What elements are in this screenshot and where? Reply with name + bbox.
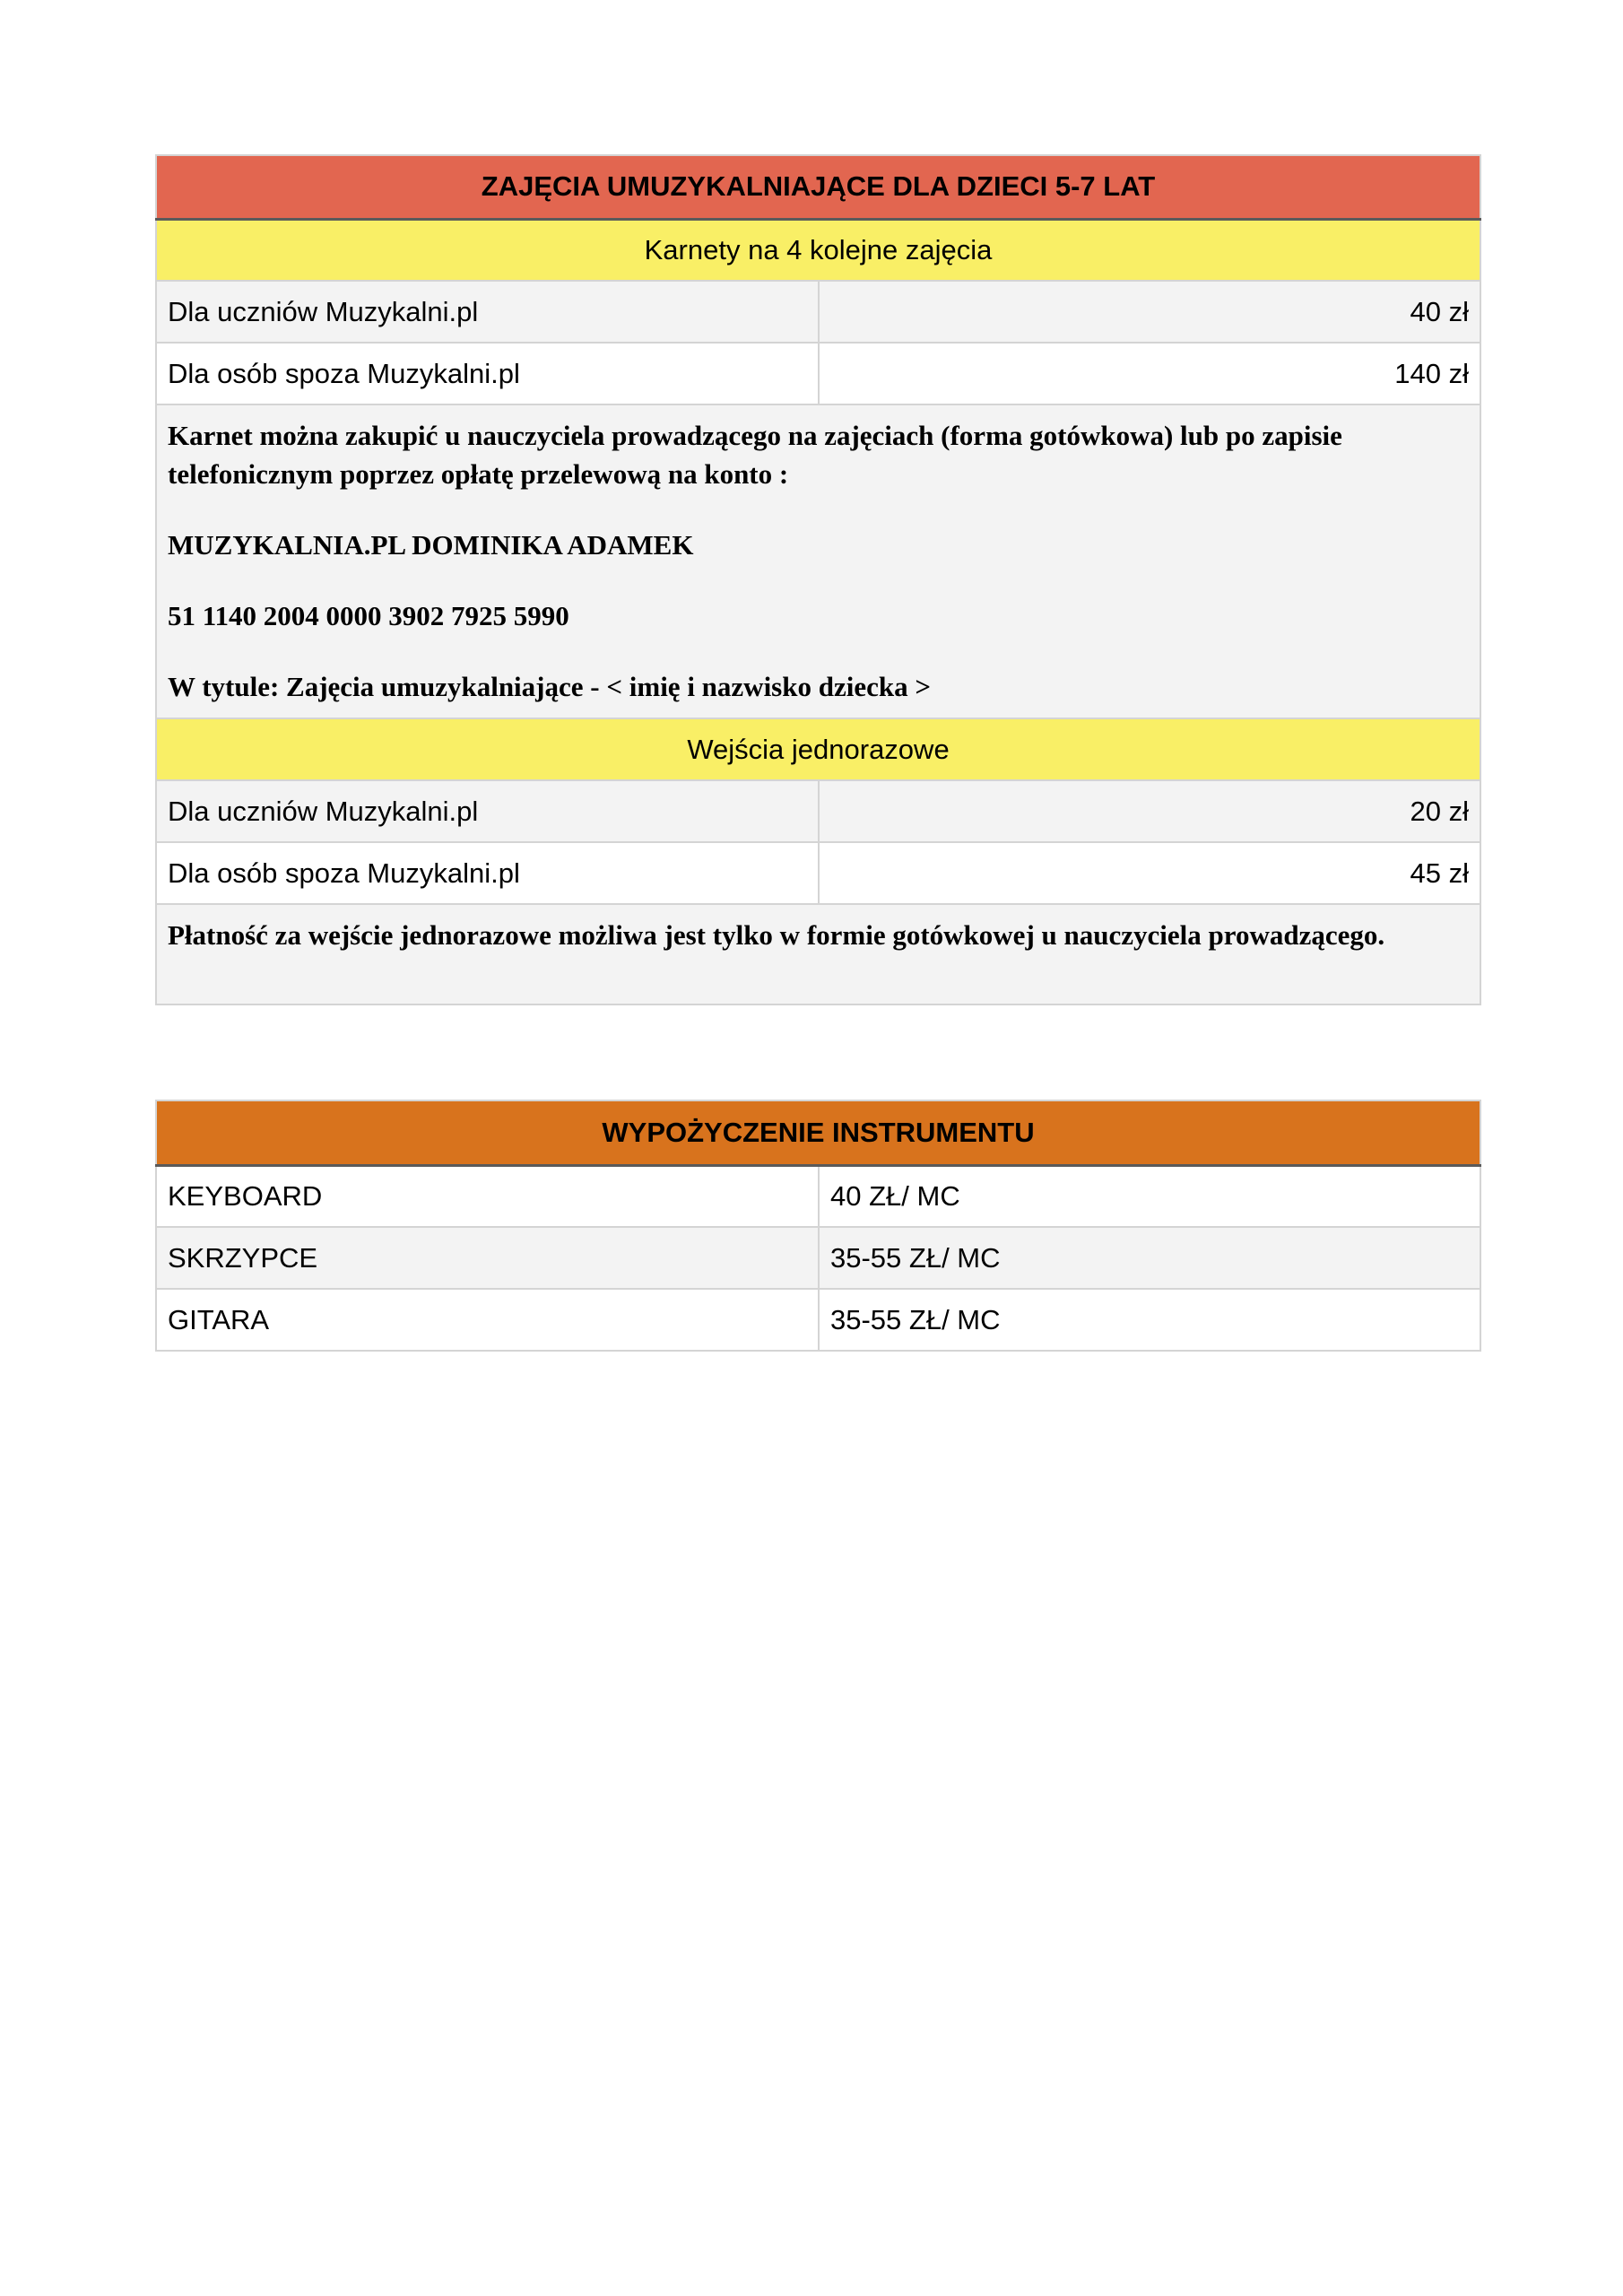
- single-payment-text: Płatność za wejście jednorazowe możliwa jest tylko w formie gotówkowej u nauczyciela prowadzącego.: [168, 919, 1385, 951]
- table-row: [156, 1165, 1480, 1227]
- single-row-price: 45 zł: [819, 842, 1480, 904]
- table-row: [156, 343, 1480, 404]
- passes-row-label: Dla uczniów Muzykalni.pl: [156, 281, 819, 343]
- single-row-label: Dla osób spoza Muzykalni.pl: [156, 842, 819, 904]
- payment-instructions: Karnet można zakupić u nauczyciela prowadzącego na zajęciach (forma gotówkowa) lub po zapisie telefonicznym poprzez opłatę przelewową na konto :: [168, 420, 1342, 490]
- rental-instrument: KEYBOARD: [156, 1165, 819, 1227]
- table-row: [156, 842, 1480, 904]
- rental-instrument: SKRZYPCE: [156, 1227, 819, 1289]
- rental-table-title: WYPOŻYCZENIE INSTRUMENTU: [156, 1100, 1480, 1165]
- passes-row-price: 40 zł: [819, 281, 1480, 343]
- account-number: 51 1140 2004 0000 3902 7925 5990: [168, 600, 569, 631]
- passes-payment-note: [156, 404, 1480, 718]
- rental-price: 35-55 ZŁ/ MC: [819, 1227, 1480, 1289]
- transfer-title: W tytule: Zajęcia umuzykalniające - < imię i nazwisko dziecka >: [168, 671, 932, 702]
- table-row: [156, 1289, 1480, 1351]
- rental-instrument: GITARA: [156, 1289, 819, 1351]
- rental-price: 35-55 ZŁ/ MC: [819, 1289, 1480, 1351]
- table-row: [156, 780, 1480, 842]
- account-holder: MUZYKALNIA.PL DOMINIKA ADAMEK: [168, 529, 694, 561]
- single-row-label: Dla uczniów Muzykalni.pl: [156, 780, 819, 842]
- passes-row-price: 140 zł: [819, 343, 1480, 404]
- rental-price: 40 ZŁ/ MC: [819, 1165, 1480, 1227]
- rental-table: [155, 1100, 1481, 1352]
- passes-row-label: Dla osób spoza Muzykalni.pl: [156, 343, 819, 404]
- single-section-header: Wejścia jednorazowe: [156, 718, 1480, 780]
- table-row: [156, 281, 1480, 343]
- single-row-price: 20 zł: [819, 780, 1480, 842]
- single-payment-note: [156, 904, 1480, 1004]
- passes-section-header: Karnety na 4 kolejne zajęcia: [156, 219, 1480, 281]
- table-row: [156, 1227, 1480, 1289]
- pricing-table-title: ZAJĘCIA UMUZYKALNIAJĄCE DLA DZIECI 5-7 LAT: [156, 155, 1480, 219]
- pricing-table: [155, 154, 1481, 1005]
